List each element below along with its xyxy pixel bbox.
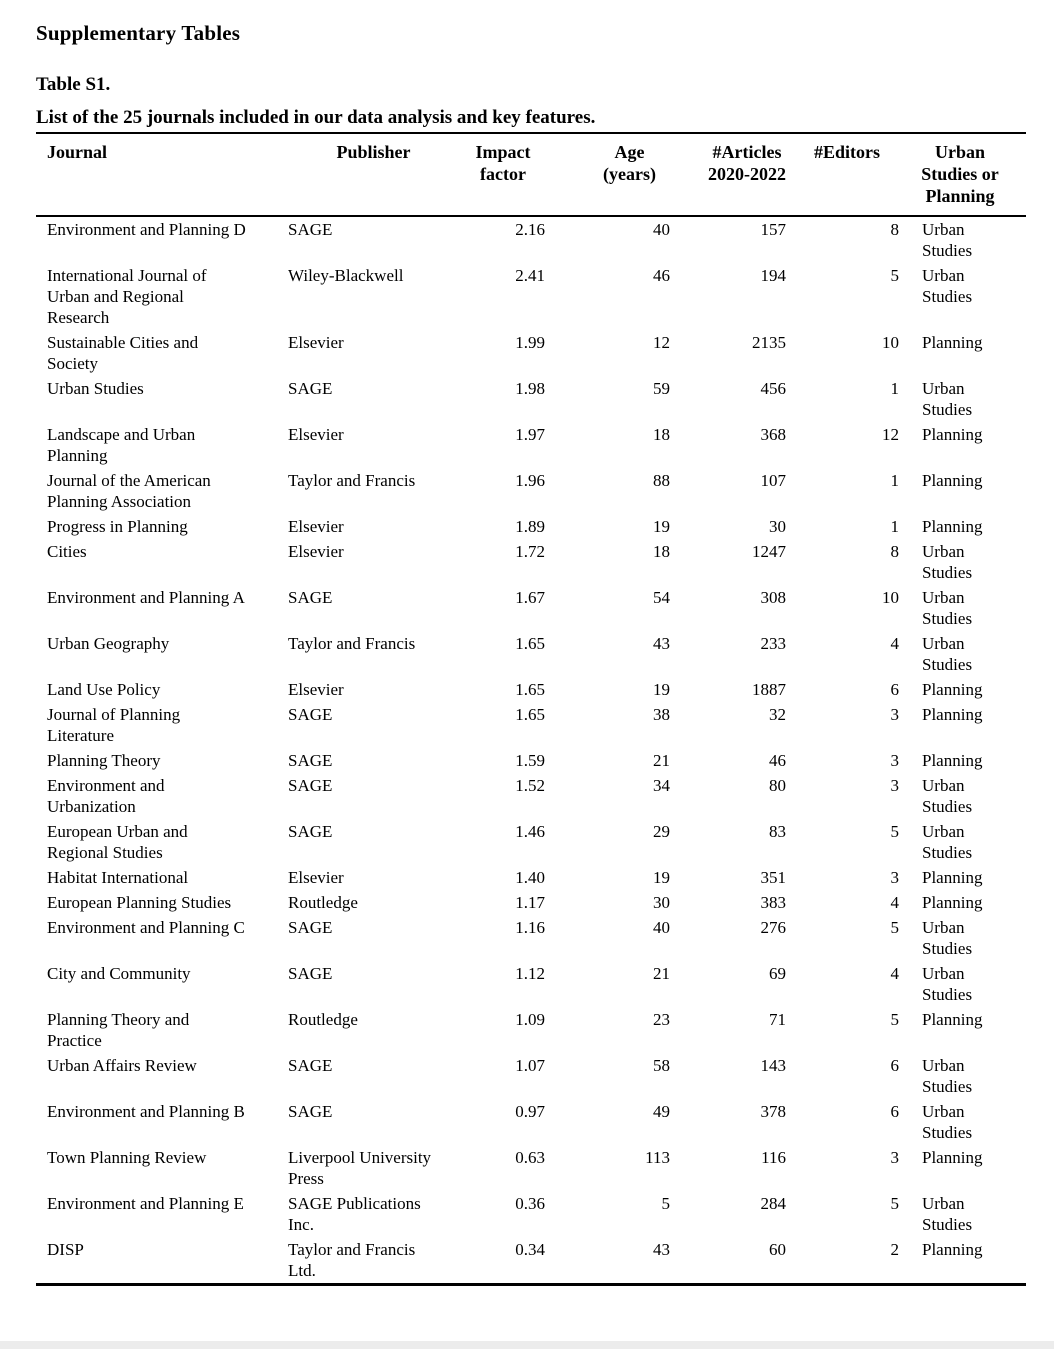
cell-articles-2020-2022: 60 [769,1240,786,1259]
cell-journal: Urban Geography [47,634,170,653]
cell-articles-2020-2022: 284 [760,1194,786,1213]
cell-articles-2020-2022: 194 [760,266,786,285]
cell-publisher: Routledge [288,1010,358,1029]
cell-age-years: 21 [653,751,670,770]
cell-impact-factor: 1.98 [515,379,545,398]
cell-publisher: Liverpool University Press [288,1148,432,1188]
cell-journal: Environment and Planning B [47,1102,245,1121]
cell-age-years: 54 [653,588,670,607]
table-row [36,376,1026,422]
cell-age-years: 59 [653,379,670,398]
cell-impact-factor: 2.41 [515,266,545,285]
cell-category: Urban Studies [922,1102,973,1142]
table-label: Table S1. [36,74,111,95]
cell-publisher: SAGE [288,776,333,795]
cell-impact-factor: 1.16 [515,918,545,937]
cell-category: Planning [922,751,983,770]
cell-articles-2020-2022: 69 [769,964,786,983]
cell-journal: Cities [47,542,87,561]
cell-impact-factor: 0.97 [515,1102,545,1121]
cell-category: Planning [922,893,983,912]
cell-impact-factor: 1.07 [515,1056,545,1075]
cell-age-years: 38 [653,705,670,724]
cell-age-years: 49 [653,1102,670,1121]
section-title: Supplementary Tables [36,21,241,45]
cell-editors: 1 [890,471,899,490]
cell-impact-factor: 1.97 [515,425,545,444]
cell-editors: 6 [890,680,899,699]
cell-impact-factor: 1.09 [515,1010,545,1029]
table-row [36,422,1026,468]
table-row [36,216,1026,263]
cell-impact-factor: 1.65 [515,680,545,699]
table-header [36,133,1026,216]
cell-age-years: 43 [653,1240,670,1259]
cell-articles-2020-2022: 233 [760,634,786,653]
cell-editors: 1 [890,379,899,398]
cell-category: Urban Studies [922,822,973,862]
table-row [36,865,1026,890]
cell-editors: 6 [890,1102,899,1121]
cell-category: Planning [922,1240,983,1259]
cell-publisher: SAGE [288,705,333,724]
table-row [36,702,1026,748]
cell-category: Urban Studies [922,588,973,628]
cell-articles-2020-2022: 83 [769,822,786,841]
table-row [36,1191,1026,1237]
cell-age-years: 113 [645,1148,670,1167]
cell-age-years: 46 [653,266,670,285]
cell-impact-factor: 0.63 [515,1148,545,1167]
cell-category: Planning [922,868,983,887]
cell-publisher: Taylor and Francis Ltd. [288,1240,416,1280]
cell-publisher: Elsevier [288,333,344,352]
cell-publisher: Elsevier [288,542,344,561]
table-row [36,1099,1026,1145]
cell-articles-2020-2022: 46 [769,751,786,770]
cell-impact-factor: 0.34 [515,1240,545,1259]
cell-articles-2020-2022: 456 [760,379,786,398]
cell-category: Planning [922,333,983,352]
cell-publisher: SAGE [288,220,333,239]
cell-editors: 6 [890,1056,899,1075]
table-row [36,890,1026,915]
cell-age-years: 12 [653,333,670,352]
cell-articles-2020-2022: 71 [769,1010,786,1029]
cell-impact-factor: 1.65 [515,634,545,653]
cell-articles-2020-2022: 368 [760,425,786,444]
cell-articles-2020-2022: 276 [760,918,786,937]
cell-category: Urban Studies [922,634,973,674]
cell-impact-factor: 2.16 [515,220,545,239]
cell-articles-2020-2022: 383 [760,893,786,912]
table-row [36,585,1026,631]
page-bottom-strip [0,1341,1054,1349]
table-caption: List of the 25 journals included in our data analysis and key features. [36,107,596,128]
cell-publisher: Taylor and Francis [288,634,416,653]
cell-editors: 12 [882,425,899,444]
cell-publisher: SAGE [288,379,333,398]
table-row [36,330,1026,376]
journals-table [36,132,1026,1286]
cell-publisher: SAGE [288,588,333,607]
cell-editors: 3 [890,776,899,795]
cell-publisher: Routledge [288,893,358,912]
cell-category: Planning [922,680,983,699]
cell-publisher: SAGE Publications Inc. [288,1194,421,1234]
cell-publisher: Wiley-Blackwell [288,266,404,285]
cell-impact-factor: 1.17 [515,893,545,912]
cell-category: Urban Studies [922,220,973,260]
table-row [36,263,1026,330]
cell-age-years: 29 [653,822,670,841]
cell-editors: 3 [890,1148,899,1167]
cell-age-years: 34 [653,776,670,795]
cell-journal: Journal of Planning Literature [47,705,181,745]
cell-journal: Urban Affairs Review [47,1056,197,1075]
column-header-category: Urban Studies or Planning [907,133,1026,216]
table-row [36,819,1026,865]
cell-age-years: 19 [653,517,670,536]
cell-age-years: 21 [653,964,670,983]
cell-editors: 5 [890,1010,899,1029]
cell-articles-2020-2022: 1887 [752,680,786,699]
cell-age-years: 43 [653,634,670,653]
cell-journal: Environment and Planning E [47,1194,244,1213]
cell-editors: 5 [890,918,899,937]
cell-category: Urban Studies [922,1056,973,1096]
cell-impact-factor: 1.72 [515,542,545,561]
cell-journal: Urban Studies [47,379,144,398]
cell-journal: Environment and Urbanization [47,776,165,816]
cell-journal: Sustainable Cities and Society [47,333,199,373]
cell-editors: 5 [890,1194,899,1213]
cell-journal: Environment and Planning A [47,588,245,607]
cell-articles-2020-2022: 32 [769,705,786,724]
cell-articles-2020-2022: 116 [761,1148,786,1167]
cell-journal: Landscape and Urban Planning [47,425,196,465]
cell-journal: Habitat International [47,868,189,887]
cell-category: Urban Studies [922,266,973,306]
cell-editors: 5 [890,822,899,841]
cell-age-years: 5 [661,1194,670,1213]
cell-journal: Journal of the American Planning Association [47,471,211,511]
cell-publisher: SAGE [288,964,333,983]
cell-impact-factor: 1.65 [515,705,545,724]
cell-editors: 4 [890,634,899,653]
column-header-articles-2020-2022: #Articles 2020-2022 [678,133,794,216]
cell-journal: Environment and Planning C [47,918,245,937]
table-row [36,1007,1026,1053]
cell-category: Urban Studies [922,1194,973,1234]
cell-impact-factor: 1.89 [515,517,545,536]
cell-age-years: 18 [653,425,670,444]
cell-category: Planning [922,705,983,724]
cell-editors: 3 [890,751,899,770]
cell-impact-factor: 1.99 [515,333,545,352]
cell-impact-factor: 1.40 [515,868,545,887]
cell-age-years: 88 [653,471,670,490]
cell-age-years: 40 [653,918,670,937]
cell-editors: 5 [890,266,899,285]
cell-age-years: 19 [653,868,670,887]
cell-category: Planning [922,1148,983,1167]
cell-publisher: Elsevier [288,868,344,887]
cell-articles-2020-2022: 107 [760,471,786,490]
cell-category: Urban Studies [922,964,973,1004]
cell-category: Planning [922,517,983,536]
cell-category: Urban Studies [922,379,973,419]
cell-articles-2020-2022: 143 [760,1056,786,1075]
cell-category: Urban Studies [922,542,973,582]
cell-impact-factor: 1.46 [515,822,545,841]
cell-age-years: 18 [653,542,670,561]
cell-journal: Progress in Planning [47,517,188,536]
cell-category: Planning [922,471,983,490]
table-row [36,514,1026,539]
cell-journal: Planning Theory [47,751,161,770]
cell-age-years: 23 [653,1010,670,1029]
column-header-editors: #Editors [794,133,907,216]
cell-articles-2020-2022: 30 [769,517,786,536]
table-row [36,1053,1026,1099]
column-header-impact-factor: Impact factor [460,133,553,216]
table-body [36,216,1026,1285]
table-row [36,773,1026,819]
cell-articles-2020-2022: 157 [760,220,786,239]
cell-age-years: 58 [653,1056,670,1075]
cell-category: Urban Studies [922,918,973,958]
column-header-age-years: Age (years) [553,133,678,216]
cell-journal: Town Planning Review [47,1148,207,1167]
cell-articles-2020-2022: 378 [760,1102,786,1121]
cell-impact-factor: 1.67 [515,588,545,607]
table-row [36,961,1026,1007]
cell-publisher: Elsevier [288,425,344,444]
table-row [36,677,1026,702]
table-row [36,915,1026,961]
table-row [36,631,1026,677]
table-row [36,748,1026,773]
table-row [36,539,1026,585]
cell-publisher: SAGE [288,822,333,841]
cell-journal: City and Community [47,964,191,983]
cell-journal: International Journal of Urban and Regional Research [47,266,207,327]
column-header-journal: Journal [36,133,287,216]
cell-editors: 10 [882,588,899,607]
cell-publisher: SAGE [288,1102,333,1121]
cell-impact-factor: 1.12 [515,964,545,983]
table-row [36,1145,1026,1191]
cell-journal: European Planning Studies [47,893,232,912]
cell-impact-factor: 1.96 [515,471,545,490]
cell-editors: 1 [890,517,899,536]
cell-publisher: Taylor and Francis [288,471,416,490]
header-row [36,133,1026,216]
cell-editors: 8 [890,542,899,561]
cell-age-years: 40 [653,220,670,239]
cell-publisher: SAGE [288,918,333,937]
cell-articles-2020-2022: 2135 [752,333,786,352]
cell-publisher: SAGE [288,751,333,770]
cell-age-years: 19 [653,680,670,699]
cell-articles-2020-2022: 351 [760,868,786,887]
cell-publisher: Elsevier [288,680,344,699]
cell-category: Planning [922,425,983,444]
cell-impact-factor: 1.59 [515,751,545,770]
cell-editors: 3 [890,868,899,887]
cell-publisher: Elsevier [288,517,344,536]
cell-category: Urban Studies [922,776,973,816]
cell-journal: European Urban and Regional Studies [47,822,188,862]
cell-editors: 4 [890,893,899,912]
cell-category: Planning [922,1010,983,1029]
cell-editors: 4 [890,964,899,983]
cell-articles-2020-2022: 308 [760,588,786,607]
cell-journal: Planning Theory and Practice [47,1010,190,1050]
cell-impact-factor: 0.36 [515,1194,545,1213]
column-header-publisher: Publisher [287,133,460,216]
cell-publisher: SAGE [288,1056,333,1075]
cell-editors: 10 [882,333,899,352]
cell-editors: 8 [890,220,899,239]
cell-editors: 2 [890,1240,899,1259]
cell-impact-factor: 1.52 [515,776,545,795]
cell-editors: 3 [890,705,899,724]
cell-articles-2020-2022: 80 [769,776,786,795]
cell-journal: Land Use Policy [47,680,161,699]
cell-articles-2020-2022: 1247 [752,542,786,561]
table-row [36,468,1026,514]
table-row [36,1237,1026,1285]
cell-journal: DISP [47,1240,84,1259]
cell-age-years: 30 [653,893,670,912]
cell-journal: Environment and Planning D [47,220,246,239]
